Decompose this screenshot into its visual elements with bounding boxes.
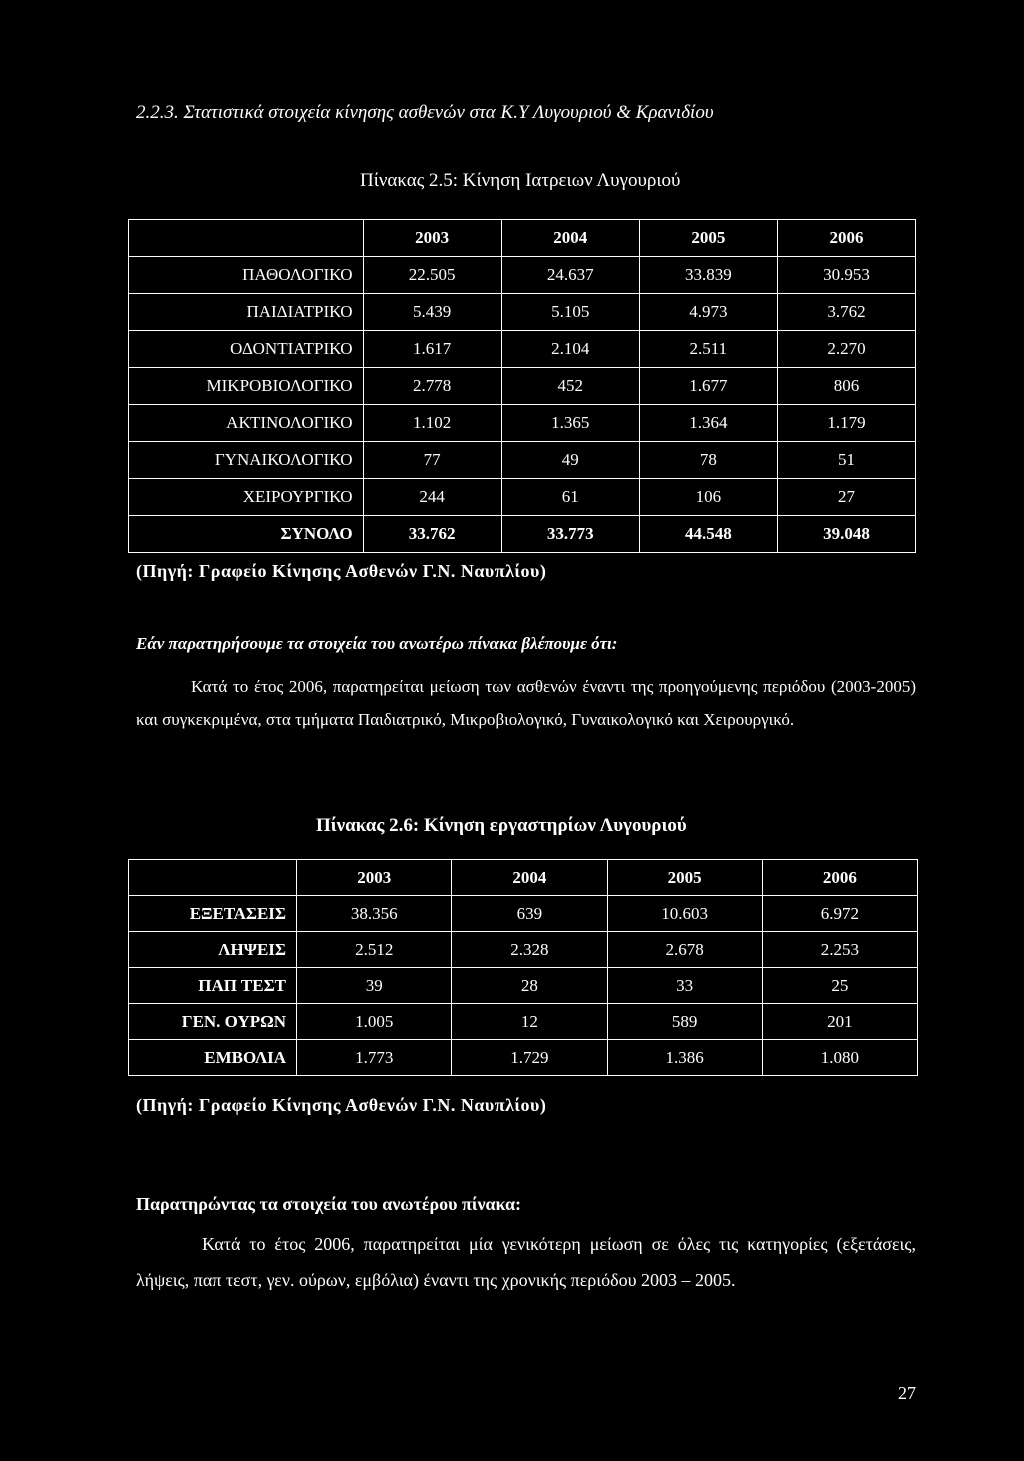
- table-row: [129, 294, 916, 331]
- table-cell: 589: [607, 1004, 762, 1040]
- table-cell: 2.511: [639, 331, 777, 368]
- table-row: [129, 479, 916, 516]
- table2-source: (Πηγή: Γραφείο Κίνησης Ασθενών Γ.Ν. Ναυπλίου): [136, 1095, 547, 1115]
- table-cell: 6.972: [762, 896, 917, 932]
- table-cell: 806: [777, 368, 915, 405]
- table-cell: 44.548: [639, 516, 777, 553]
- row-label: ΧΕΙΡΟΥΡΓΙΚΟ: [129, 479, 364, 516]
- table1-iatreia: [128, 219, 916, 553]
- table-cell: 12: [452, 1004, 607, 1040]
- table-cell: 452: [501, 368, 639, 405]
- table-cell: 78: [639, 442, 777, 479]
- row-label: ΟΔΟΝΤΙΑΤΡΙΚΟ: [129, 331, 364, 368]
- header-cell: 2004: [452, 860, 607, 896]
- observation2-text: Κατά το έτος 2006, παρατηρείται μία γενικότερη μείωση σε όλες τις κατηγορίες (εξετάσεις, λήψεις, παπ τεστ, γεν. ούρων, εμβόλια) έναντι της χρονικής περιόδου 2003 – 2005.: [136, 1234, 916, 1290]
- table-cell: 4.973: [639, 294, 777, 331]
- header-cell: 2006: [777, 220, 915, 257]
- table-cell: 1.773: [297, 1040, 452, 1076]
- table-cell: 1.386: [607, 1040, 762, 1076]
- table-cell: 22.505: [363, 257, 501, 294]
- table-cell: 33: [607, 968, 762, 1004]
- table-row: [129, 896, 918, 932]
- observation1-intro: Εάν παρατηρήσουμε τα στοιχεία του ανωτέρω πίνακα βλέπουμε ότι:: [136, 634, 618, 653]
- row-label: ΠΑΙΔΙΑΤΡΙΚΟ: [129, 294, 364, 331]
- page-number: 27: [898, 1383, 916, 1403]
- table-cell: 39.048: [777, 516, 915, 553]
- table-cell: 2.678: [607, 932, 762, 968]
- table-cell: 1.080: [762, 1040, 917, 1076]
- table-cell: 77: [363, 442, 501, 479]
- table-cell: 28: [452, 968, 607, 1004]
- observation1-text: Κατά το έτος 2006, παρατηρείται μείωση των ασθενών έναντι της προηγούμενης περιόδου (2003-2005) και συγκεκριμένα, στα τμήματα Παιδιατρικό, Μικροβιολογικό, Γυναικολογικό και Χειρουργικό.: [136, 677, 916, 729]
- table-cell: 30.953: [777, 257, 915, 294]
- table-header-row: [129, 220, 916, 257]
- table-cell: 1.365: [501, 405, 639, 442]
- table-row: [129, 331, 916, 368]
- row-label: ΓΕΝ. ΟΥΡΩΝ: [129, 1004, 297, 1040]
- table-cell: 1.677: [639, 368, 777, 405]
- table-cell: 27: [777, 479, 915, 516]
- header-cell: 2005: [639, 220, 777, 257]
- table-cell: 61: [501, 479, 639, 516]
- row-label: ΕΜΒΟΛΙΑ: [129, 1040, 297, 1076]
- table-cell: 33.762: [363, 516, 501, 553]
- table-cell: 244: [363, 479, 501, 516]
- section-heading: 2.2.3. Στατιστικά στοιχεία κίνησης ασθενών στα Κ.Υ Λυγουριού & Κρανιδίου: [136, 102, 714, 123]
- table-row: [129, 968, 918, 1004]
- table-row: [129, 1040, 918, 1076]
- table-cell: 1.005: [297, 1004, 452, 1040]
- observation2-intro: Παρατηρώντας τα στοιχεία του ανωτέρου πίνακα:: [136, 1194, 522, 1214]
- table-header-row: [129, 860, 918, 896]
- table-cell: 2.778: [363, 368, 501, 405]
- row-label: ΑΚΤΙΝΟΛΟΓΙΚΟ: [129, 405, 364, 442]
- table-row: [129, 368, 916, 405]
- table-cell: 2.328: [452, 932, 607, 968]
- table-cell: 1.179: [777, 405, 915, 442]
- table-row: [129, 257, 916, 294]
- table-cell: 33.839: [639, 257, 777, 294]
- table-cell: 1.102: [363, 405, 501, 442]
- table-cell: 38.356: [297, 896, 452, 932]
- header-cell: 2004: [501, 220, 639, 257]
- row-label: ΠΑΠ ΤΕΣΤ: [129, 968, 297, 1004]
- table-cell: 3.762: [777, 294, 915, 331]
- row-label: ΕΞΕΤΑΣΕΙΣ: [129, 896, 297, 932]
- table-cell: 5.439: [363, 294, 501, 331]
- row-label: ΛΗΨΕΙΣ: [129, 932, 297, 968]
- header-cell: [129, 860, 297, 896]
- header-cell: 2003: [363, 220, 501, 257]
- table-row: [129, 1004, 918, 1040]
- table-cell: 106: [639, 479, 777, 516]
- table-row: [129, 405, 916, 442]
- table-cell: 2.253: [762, 932, 917, 968]
- table-cell: 24.637: [501, 257, 639, 294]
- table-total-row: [129, 516, 916, 553]
- table-cell: 49: [501, 442, 639, 479]
- table1-caption: Πίνακας 2.5: Κίνηση Ιατρειων Λυγουριού: [360, 170, 681, 191]
- table-cell: 1.729: [452, 1040, 607, 1076]
- table-cell: 39: [297, 968, 452, 1004]
- table-row: [129, 932, 918, 968]
- table2-ergastiria: [128, 859, 918, 1076]
- table-cell: 1.617: [363, 331, 501, 368]
- table-cell: 201: [762, 1004, 917, 1040]
- row-label: ΠΑΘΟΛΟΓΙΚΟ: [129, 257, 364, 294]
- header-cell: 2003: [297, 860, 452, 896]
- table-cell: 33.773: [501, 516, 639, 553]
- row-label: ΓΥΝΑΙΚΟΛΟΓΙΚΟ: [129, 442, 364, 479]
- table-cell: 51: [777, 442, 915, 479]
- row-label: ΜΙΚΡΟΒΙΟΛΟΓΙΚΟ: [129, 368, 364, 405]
- table-cell: 25: [762, 968, 917, 1004]
- header-cell: 2005: [607, 860, 762, 896]
- table-cell: 1.364: [639, 405, 777, 442]
- table-cell: 2.270: [777, 331, 915, 368]
- row-label: ΣΥΝΟΛΟ: [129, 516, 364, 553]
- table-cell: 2.512: [297, 932, 452, 968]
- header-cell: 2006: [762, 860, 917, 896]
- table-row: [129, 442, 916, 479]
- table-cell: 5.105: [501, 294, 639, 331]
- table-cell: 2.104: [501, 331, 639, 368]
- header-cell: [129, 220, 364, 257]
- table-cell: 639: [452, 896, 607, 932]
- table2-caption: Πίνακας 2.6: Κίνηση εργαστηρίων Λυγουριού: [316, 815, 687, 836]
- table-cell: 10.603: [607, 896, 762, 932]
- table1-source: (Πηγή: Γραφείο Κίνησης Ασθενών Γ.Ν. Ναυπλίου): [136, 561, 547, 581]
